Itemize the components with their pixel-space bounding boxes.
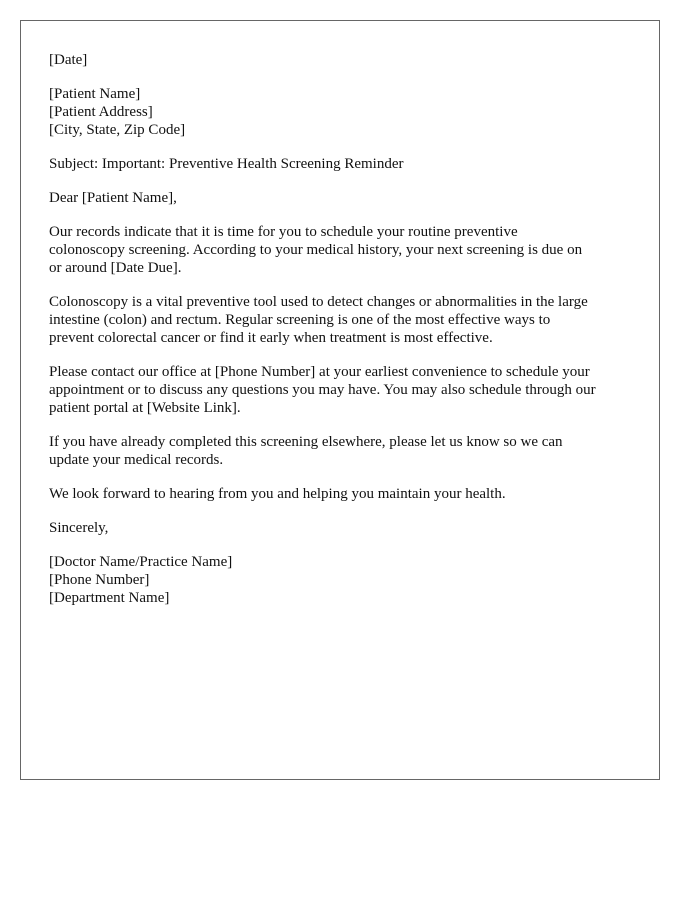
body-line: Colonoscopy is a vital preventive tool used to detect changes or abnormalities in the large	[49, 294, 588, 310]
department-name: [Department Name]	[49, 590, 170, 606]
closing-line: Sincerely,	[49, 520, 109, 536]
date	[49, 51, 631, 69]
body-paragraph-5	[49, 485, 631, 503]
salutation	[49, 189, 631, 207]
letter-page	[20, 20, 660, 780]
body-line: We look forward to hearing from you and helping you maintain your health.	[49, 486, 506, 502]
body-line: prevent colorectal cancer or find it early when treatment is most effective.	[49, 330, 493, 346]
body-paragraph-1	[49, 223, 631, 277]
subject-line: Subject: Important: Preventive Health Screening Reminder	[49, 156, 404, 172]
body-paragraph-3	[49, 363, 631, 417]
patient-name: [Patient Name]	[49, 86, 141, 102]
doctor-name: [Doctor Name/Practice Name]	[49, 554, 233, 570]
city-state-zip: [City, State, Zip Code]	[49, 122, 186, 138]
body-line: patient portal at [Website Link].	[49, 400, 241, 416]
body-line: update your medical records.	[49, 452, 224, 468]
phone-number: [Phone Number]	[49, 572, 150, 588]
body-line: If you have already completed this screening elsewhere, please let us know so we can	[49, 434, 563, 450]
body-paragraph-4	[49, 433, 631, 469]
body-paragraph-2	[49, 293, 631, 347]
recipient-address	[49, 85, 631, 139]
salutation-line: Dear [Patient Name],	[49, 190, 177, 206]
body-line: Our records indicate that it is time for you to schedule your routine preventive	[49, 224, 518, 240]
body-line: Please contact our office at [Phone Number] at your earliest convenience to schedule your	[49, 364, 590, 380]
closing	[49, 519, 631, 537]
signature-block	[49, 553, 631, 607]
body-line: or around [Date Due].	[49, 260, 182, 276]
patient-address: [Patient Address]	[49, 104, 153, 120]
body-line: intestine (colon) and rectum. Regular screening is one of the most effective ways to	[49, 312, 551, 328]
body-line: colonoscopy screening. According to your medical history, your next screening is due on	[49, 242, 583, 258]
date-line: [Date]	[49, 52, 88, 68]
body-line: appointment or to discuss any questions you may have. You may also schedule through our	[49, 382, 596, 398]
subject	[49, 155, 631, 173]
